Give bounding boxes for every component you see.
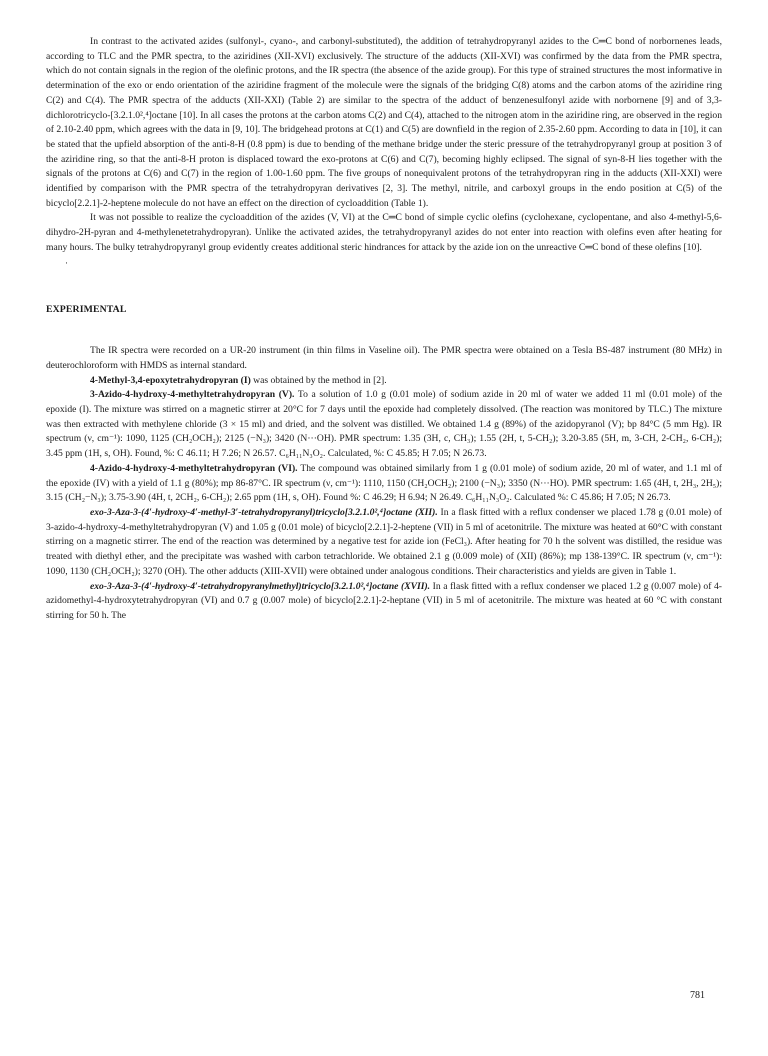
page-body: [46, 35, 722, 624]
compound-5-title: exo-3-Aza-3-(4′-hydroxy-4′-tetrahydropyranylmethyl)tricyclo[3.2.1.0²,⁴]octane (XVII).: [90, 580, 431, 592]
compound-1-paragraph: [46, 374, 722, 389]
compound-3-title: 4-Azido-4-hydroxy-4-methyltetrahydropyran (VI).: [90, 462, 298, 474]
compound-4-paragraph: [46, 506, 722, 580]
compound-5-text: In a flask fitted with a reflux condenser we placed 1.2 g (0.007 mole) of 4-azidomethyl-4-hydroxytetrahydropyran (VI) and 0.7 g (0.007 mole) of bicyclo[2.2.1]-2-heptane (VII) in 5 ml of acetonitrile. The mixture was heated at 60 °C with constant stirring for 50 h. The: [46, 580, 722, 621]
compound-4-text: In a flask fitted with a reflux condenser we placed 1.78 g (0.01 mole) of 3-azido-4-hydroxy-4-methyltetrahydropyran (V) and 1.05 g (0.01 mole) of bicyclo[2.2.1]-2-heptene (VII) in 5 ml of acetonitrile. The mixture was heated at 60°C with constant stirring on a magnetic stirrer. The end of the reaction was determined by a negative test for azide ion (FeCl₃). After heating for 70 h the solvent was distilled, the residue was treated with diethyl ether, and the precipitate was washed with carbon tetrachloride. We obtained 2.1 g (0.009 mole) of (XII) (86%); mp 138-139°C. IR spectrum (ν, cm⁻¹): 1090, 1130 (CH₂OCH₂); 3270 (OH). The other adducts (XIII-XVII) were obtained under analogous conditions. Their characteristics and yields are given in Table 1.: [46, 506, 722, 577]
compound-1-title: 4-Methyl-3,4-epoxytetrahydropyran (I): [90, 374, 251, 386]
compound-2-title: 3-Azido-4-hydroxy-4-methyltetrahydropyran (V).: [90, 389, 295, 401]
compound-1-text: was obtained by the method in [2].: [250, 374, 387, 386]
results-paragraph-2: It was not possible to realize the cycloaddition of the azides (V, VI) at the C═C bond of simple cyclic olefins (cyclohexane, cyclopentane, and also 4-methyl-5,6-dihydro-2H-pyran and 4-methylenetetrahydropyran). Unlike the activated azides, the tetrahydropyranyl azides do not enter into reaction with olefins even after heating for many hours. The bulky tetrahydropyranyl group evidently creates additional steric hindrances for attack by the azide ion on the unreactive C═C bond of these olefins [10].: [46, 212, 722, 253]
page-number: 781: [690, 990, 705, 1001]
compound-2-text: To a solution of 1.0 g (0.01 mole) of sodium azide in 20 ml of water we added 11 ml (0.01 mole) of the epoxide (I). The mixture was stirred on a magnetic stirrer at 20°C for 7 days until the epoxide had completely dissolved. (The reaction was monitored by TLC.) The mixture was then extracted with methylene chloride (3 × 15 ml) and dried, and the solvent was distilled. We obtained 1.4 g (89%) of the azidopyranol (V); bp 84°C (5 mm Hg). IR spectrum (ν, cm⁻¹): 1090, 1125 (CH₂OCH₂); 2125 (−N₃); 3420 (N···OH). PMR spectrum: 1.35 (3H, c, CH₃); 1.55 (2H, t, 5-CH₂); 3.20-3.85 (5H, m, 3-CH, 2-CH₂, 6-CH₂); 3.45 ppm (1H, s, OH). Found, %: C 46.11; H 7.26; N 26.57. C₆H₁₁N₃O₂. Calculated, %: C 45.85; H 7.05; N 26.73.: [46, 389, 722, 460]
compound-3-text: The compound was obtained similarly from 1 g (0.01 mole) of sodium azide, 20 ml of water, and 1.1 ml of the epoxide (IV) with a yield of 1.1 g (80%); mp 86-87°C. IR spectrum (ν, cm⁻¹): 1110, 1150 (CH₂OCH₂); 2100 (−N₃); 3350 (N···HO). PMR spectrum: 1.65 (4H, t, 2H₃, 2H₅); 3.15 (CH₂−N₃); 3.75-3.90 (4H, t, 2CH₂, 6-CH₂); 2.65 ppm (1H, s, OH). Found %: C 46.29; H 6.94; N 26.49. C₆H₁₁N₃O₂. Calculated %: C 45.86; H 7.05; N 26.73.: [46, 462, 722, 504]
compound-3-paragraph: [46, 462, 722, 506]
experimental-heading: EXPERIMENTAL: [46, 303, 127, 315]
experimental-intro: The IR spectra were recorded on a UR-20 instrument (in thin films in Vaseline oil). The PMR spectra were obtained on a Tesla BS-487 instrument (80 MHz) in deuterochloroform with HMDS as internal standard.: [46, 345, 722, 371]
results-paragraph-1: In contrast to the activated azides (sulfonyl-, cyano-, and carbonyl-substituted), the addition of tetrahydropyranyl azides to the C═C bond of norbornenes leads, according to TLC and the PMR spectra, to the aziridines (XII-XVI) exclusively. The structure of the adducts (XII-XVI) was confirmed by the data from the PMR spectra, which do not contain signals in the region of the olefinic protons, and the IR spectra (the absence of the azide group). For this type of strained structures the most informative in determination of the exo or endo orientation of the aziridine fragment of the molecule were the signals of the bridging C(8) atoms and the carbon atoms of the aziridine ring C(2) and C(4). The PMR spectra of the adducts (XII-XXI) (Table 2) are similar to the spectra of the adduct of benzenesulfonyl azide with norbornene [9] and of 3,3-dichlorotricyclo-[3.2.1.0²,⁴]octane [10]. In all cases the protons at the carbon atoms C(2) and C(4), attached to the nitrogen atom in the aziridine ring, are observed in the region of 2.10-2.40 ppm, which agrees with the data in [9, 10]. The bridgehead protons at C(1) and C(5) are downfield in the region of 2.35-2.60 ppm. According to data in [10], it can be stated that the upfield absorption of the anti-8-H (0.8 ppm) is due to bending of the methane bridge under the steric pressure of the tetrahydropyranyl group at position 3 of the aziridine ring, so that the anti-8-H proton is displaced toward the exo-protons at C(6) and C(7), becoming highly eclipsed. The signal of syn-8-H lies together with the signals of the protons at C(6) and C(7) in the region of 1.00-1.60 ppm. The five groups of nonequivalent protons of the tetrahydropyran ring in the adducts (XII-XXI) were identified by comparison with the PMR spectra of the tetrahydropyran derivatives [2, 3]. The methyl, nitrile, and carboxyl groups in the endo position at C(5) of the bicyclo[2.2.1]-2-heptene molecule do not have an effect on the direction of cycloaddition (Table 1).: [46, 36, 722, 209]
compound-2-paragraph: [46, 388, 722, 462]
compound-4-title: exo-3-Aza-3-(4′-hydroxy-4′-methyl-3′-tetrahydropyranyl)tricyclo[3.2.1.0²,⁴]octane (XII).: [90, 506, 438, 518]
stray-dot: ·: [65, 257, 68, 268]
compound-5-paragraph: [46, 580, 722, 624]
